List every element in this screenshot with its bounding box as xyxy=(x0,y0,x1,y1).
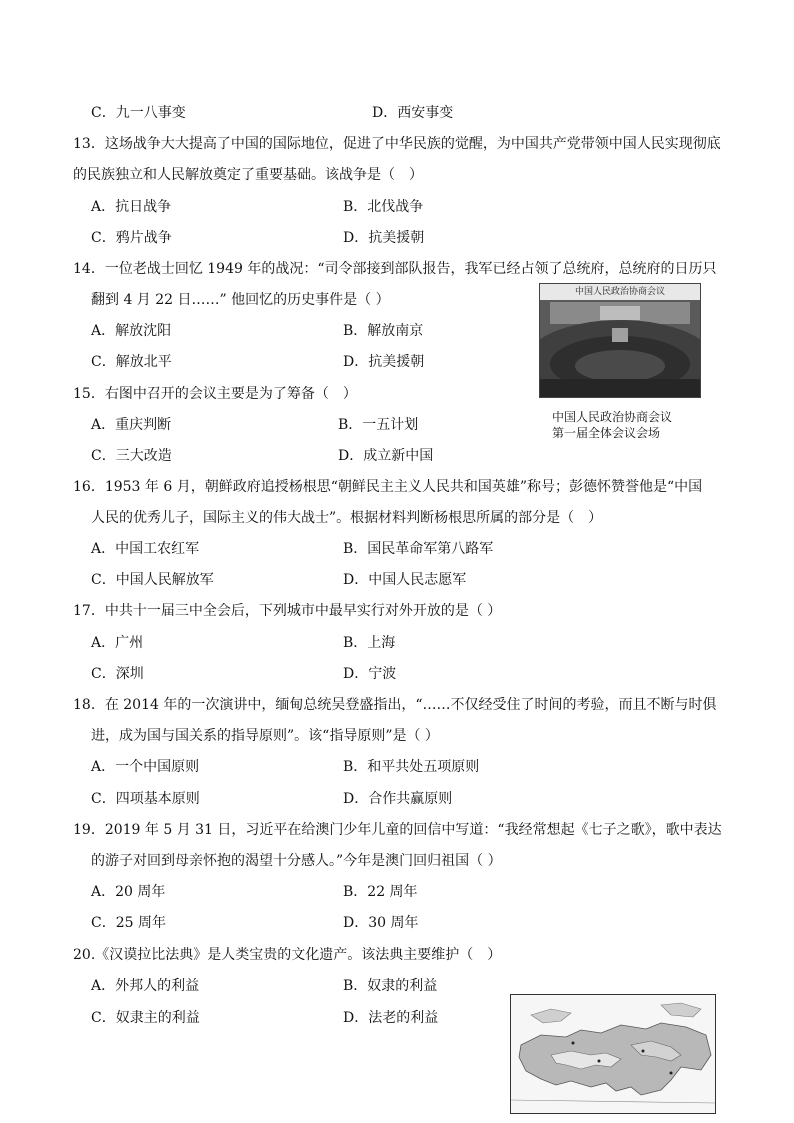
q19-option-a: A．20 周年 xyxy=(91,884,166,900)
q17-option-d: D．宁波 xyxy=(343,666,397,682)
ancient-map-illustration xyxy=(511,995,715,1113)
q15-option-b: B．一五计划 xyxy=(338,417,419,433)
photo-banner-text: 中国人民政治协商会议 xyxy=(574,287,665,297)
q18-stem-line1: 18．在 2014 年的一次演讲中，缅甸总统吴登盛指出，“……不仅经受住了时间的考验，而且不断与时俱 xyxy=(73,697,717,713)
q14-stem-line1: 14．一位老战士回忆 1949 年的战况：“司令部接到部队报告，我军已经占领了总统府，总统府的日历只 xyxy=(73,261,717,277)
q14-option-a: A．解放沈阳 xyxy=(91,323,172,339)
q13-option-d: D．抗美援朝 xyxy=(343,230,425,246)
q16-option-b: B．国民革命军第八路军 xyxy=(343,541,494,557)
q12-option-c: C．九一八事变 xyxy=(91,105,186,121)
q13-stem-line1: 13．这场战争大大提高了中国的国际地位，促进了中华民族的觉醒，为中国共产党带领中国人民实现彻底 xyxy=(73,136,721,152)
q17-option-b: B．上海 xyxy=(343,635,396,651)
q18-option-c: C．四项基本原则 xyxy=(91,791,200,807)
q19-option-c: C．25 周年 xyxy=(91,915,166,931)
figure-caption-line2: 第一届全体会议会场 xyxy=(552,426,661,440)
q19-option-d: D．30 周年 xyxy=(343,915,419,931)
q16-stem-line2: 人民的优秀儿子，国际主义的伟大战士”。根据材料判断杨根思所属的部分是（ ） xyxy=(91,510,603,526)
q15-option-d: D．成立新中国 xyxy=(338,448,434,464)
q14-option-b: B．解放南京 xyxy=(343,323,424,339)
q20-option-b: B．奴隶的利益 xyxy=(343,978,438,994)
q16-stem-line1: 16．1953 年 6 月，朝鲜政府追授杨根思“朝鲜民主主义人民共和国英雄”称号；彭德怀赞誉他是“中国 xyxy=(73,479,703,495)
q17-stem: 17．中共十一届三中全会后，下列城市中最早实行对外开放的是（ ） xyxy=(73,603,502,619)
ancient-map-figure xyxy=(510,994,716,1114)
q12-option-d: D．西安事变 xyxy=(372,105,454,121)
conference-hall-photo xyxy=(539,283,701,398)
q17-option-c: C．深圳 xyxy=(91,666,144,682)
figure-caption-line1: 中国人民政治协商会议 xyxy=(552,410,673,424)
q18-option-b: B．和平共处五项原则 xyxy=(343,759,480,775)
q16-option-a: A．中国工农红军 xyxy=(91,541,200,557)
q14-option-d: D．抗美援朝 xyxy=(343,354,425,370)
q20-option-a: A．外邦人的利益 xyxy=(91,978,200,994)
q15-option-c: C．三大改造 xyxy=(91,448,172,464)
q19-option-b: B．22 周年 xyxy=(343,884,418,900)
q13-stem-line2: 的民族独立和人民解放奠定了重要基础。该战争是（ ） xyxy=(73,167,423,183)
q18-option-d: D．合作共赢原则 xyxy=(343,791,453,807)
q20-option-d: D．法老的利益 xyxy=(343,1010,439,1026)
q13-option-c: C．鸦片战争 xyxy=(91,230,172,246)
q18-stem-line2: 进，成为国与国关系的指导原则”。该“指导原则”是（ ） xyxy=(91,728,439,744)
q14-option-c: C．解放北平 xyxy=(91,354,172,370)
q15-option-a: A．重庆判断 xyxy=(91,417,172,433)
q18-option-a: A．一个中国原则 xyxy=(91,759,200,775)
q19-stem-line1: 19．2019 年 5 月 31 日，习近平在给澳门少年儿童的回信中写道：“我经常想起《七子之歌》，歌中表达 xyxy=(73,822,722,838)
q13-option-a: A．抗日战争 xyxy=(91,199,172,215)
q20-option-c: C．奴隶主的利益 xyxy=(91,1010,200,1026)
q20-stem: 20.《汉谟拉比法典》是人类宝贵的文化遗产。该法典主要维护（ ） xyxy=(73,947,502,963)
q15-stem: 15．右图中召开的会议主要是为了筹备（ ） xyxy=(73,386,357,402)
q16-option-d: D．中国人民志愿军 xyxy=(343,572,467,588)
q19-stem-line2: 的游子对回到母亲怀抱的渴望十分感人。”今年是澳门回归祖国（ ） xyxy=(91,853,502,869)
q16-option-c: C．中国人民解放军 xyxy=(91,572,214,588)
q13-option-b: B．北伐战争 xyxy=(343,199,424,215)
conference-hall-illustration xyxy=(540,284,700,397)
q14-stem-line2: 翻到 4 月 22 日……” 他回忆的历史事件是（ ） xyxy=(91,292,390,308)
q17-option-a: A．广州 xyxy=(91,635,144,651)
